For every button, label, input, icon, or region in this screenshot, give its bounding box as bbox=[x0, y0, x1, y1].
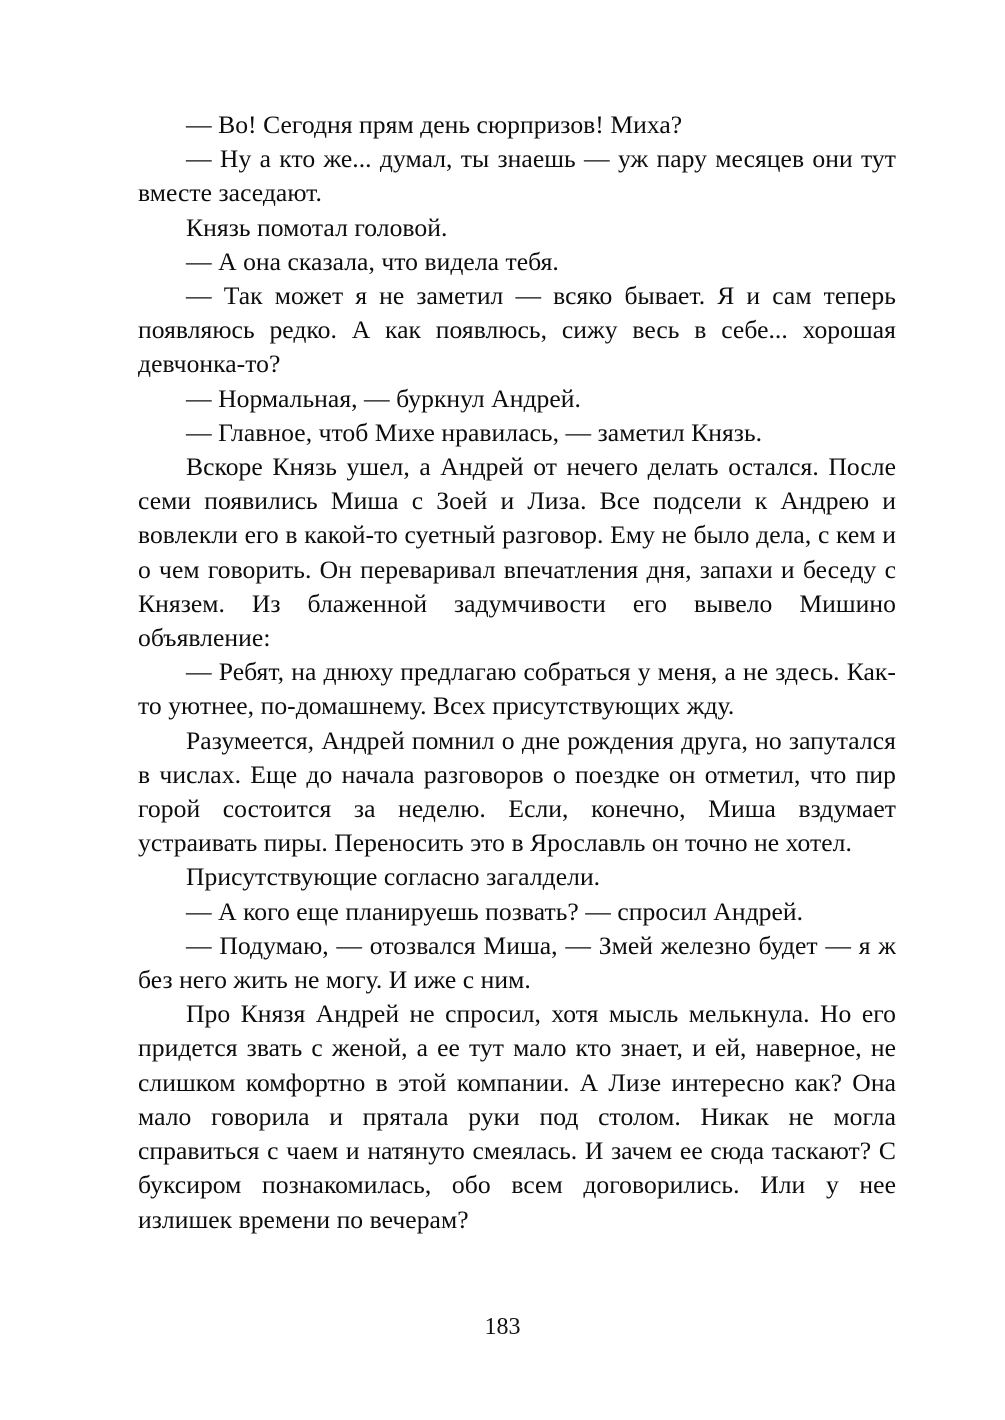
paragraph: — А она сказала, что видела тебя. bbox=[186, 246, 559, 276]
body-text-column bbox=[138, 108, 896, 1237]
paragraph: — А кого еще планируешь позвать? — спросил Андрей. bbox=[186, 896, 804, 926]
paragraph: — Подумаю, — отозвался Миша, — Змей железно будет — я ж без него жить не могу. И иже с ним. bbox=[138, 930, 896, 995]
page-number: 183 bbox=[484, 1314, 521, 1340]
paragraph: — Нормальная, — буркнул Андрей. bbox=[186, 383, 581, 413]
paragraph: Князь помотал головой. bbox=[186, 212, 448, 242]
paragraph: Присутствующие согласно загалдели. bbox=[186, 862, 601, 892]
paragraph: Про Князя Андрей не спросил, хотя мысль мелькнула. Но его придется звать с женой, а ее тут мало кто знает, и ей, наверное, не слишком комфортно в этой компании. А Лизе интересно как? Она мало говорила и прятала руки под столом. Никак не могла справиться с чаем и натянуто смеялась. И зачем ее сюда таскают? С буксиром познакомилась, обо всем договорились. Или у нее излишек времени по вечерам? bbox=[138, 999, 896, 1234]
paragraph: — Ну а кто же... думал, ты знаешь — уж пару месяцев они тут вместе заседают. bbox=[138, 144, 896, 208]
paragraph: Вскоре Князь ушел, а Андрей от нечего делать остался. После семи появились Миша с Зоей и Лиза. Все подсели к Андрею и вовлекли его в какой-то суетный разговор. Ему не было дела, с кем и о чем говорить. Он переваривал впечатления дня, запахи и беседу с Князем. Из блаженной задумчивости его вывело Мишино объявление: bbox=[138, 452, 896, 653]
paragraph: — Ребят, на днюху предлагаю собраться у меня, а не здесь. Как-то уютнее, по-домашнему. Всех присутствующих жду. bbox=[138, 657, 896, 721]
paragraph: — Главное, чтоб Михе нравилась, — заметил Князь. bbox=[186, 417, 763, 447]
paragraph: — Так может я не заметил — всяко бывает. Я и сам теперь появляюсь редко. А как появлюсь, сижу весь в себе... хорошая девчонка-то? bbox=[138, 281, 896, 379]
paragraph: — Во! Сегодня прям день сюрпризов! Миха? bbox=[186, 110, 683, 139]
paragraph: Разумеется, Андрей помнил о дне рождения друга, но запутался в числах. Еще до начала разговоров о поездке он отметил, что пир горой состоится за неделю. Если, конечно, Миша вздумает устраивать пиры. Переносить это в Ярославль он точно не хотел. bbox=[138, 725, 896, 858]
